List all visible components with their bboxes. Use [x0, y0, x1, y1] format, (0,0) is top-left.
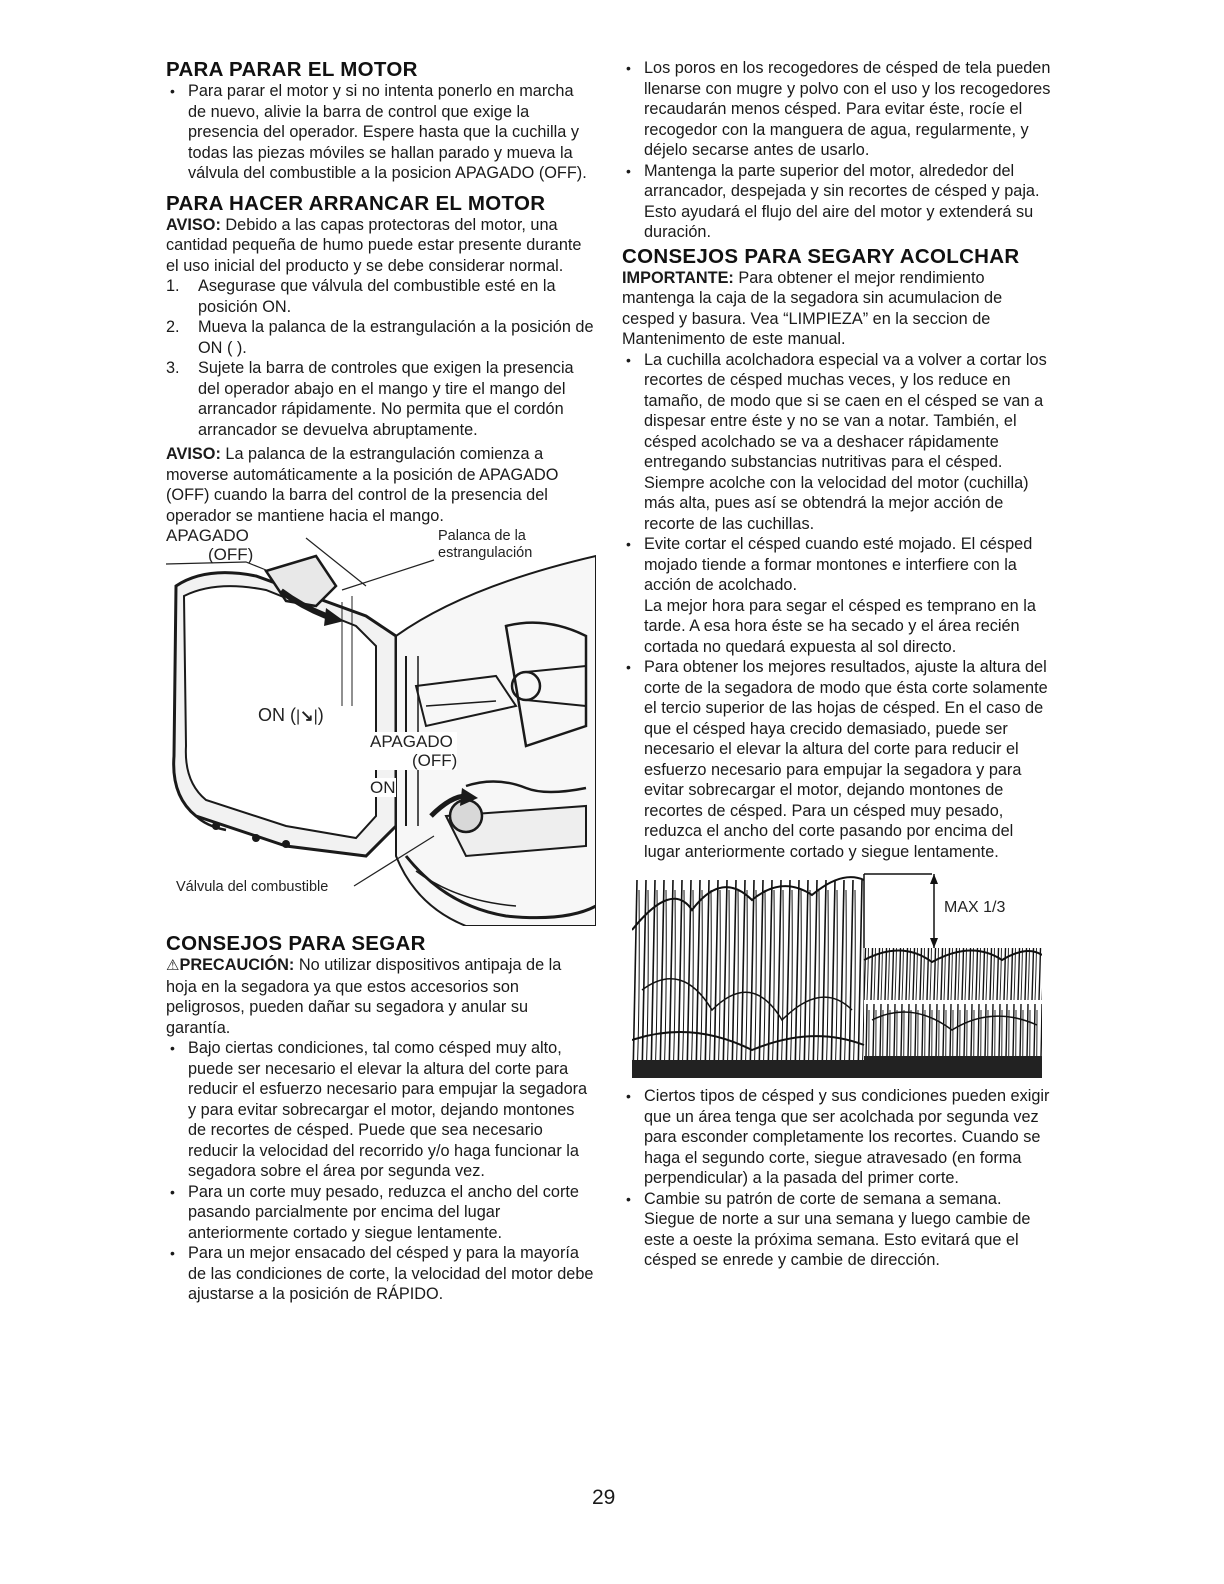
list-item: • Para un mejor ensacado del césped y para la mayoría de las condiciones de corte, la velocidad del motor debe ajustarse a la posición de RÁPIDO. — [166, 1243, 596, 1305]
list-item: • Mantenga la parte superior del motor, alrededor del arrancador, despejada y sin recortes de césped y paja. Esto ayudará el flujo del aire del motor y extenderá su duración. — [622, 161, 1052, 243]
choke-lever-label: Palanca de la estrangulación — [438, 528, 533, 561]
bagger-tips-list — [622, 58, 1052, 243]
aviso-label: AVISO: — [166, 215, 221, 234]
caution-paragraph — [166, 955, 596, 1038]
right-column — [622, 58, 1052, 1271]
list-item: • La cuchilla acolchadora especial va a volver a cortar los recortes de césped muchas veces, y los reduce en tamaño, de modo que si se caen en el césped se van a dispesar entre éste y no se van a notar. También, el césped acolchado se va a deshacer rápidamente entregando substancias nutritivas para el césped. Siempre acolche con la velocidad del motor (cuchilla) más alta, pues así se obtendrá la mejor acción de recorte de las cuchillas. — [622, 350, 1052, 535]
warning-icon: ⚠ — [166, 957, 180, 974]
caution-label: PRECAUCIÓN: — [179, 956, 295, 974]
important-text: Para obtener el mejor rendimiento mantenga la caja de la segadora sin acumulacion de cesped y basura. Vea “LIMPIEZA” en la seccion de Mantenimento de este manual. — [622, 268, 1003, 348]
list-item: • Cambie su patrón de corte de semana a semana. Siegue de norte a sur una semana y luego cambie de este a oeste la próxima semana. Esto evitará que el césped se enrede y cambie de dirección. — [622, 1189, 1052, 1271]
choke-figure — [166, 526, 596, 926]
aviso-text: La palanca de la estrangulación comienza a moverse automáticamente a la posición de APAGADO (OFF) cuando la barra del control de la presencia del operador se mantiene hacia el mango. — [166, 445, 559, 525]
stop-engine-heading: PARA PARAR EL MOTOR — [166, 58, 418, 81]
max-one-third-label: MAX 1/3 — [944, 899, 1006, 916]
list-item — [166, 358, 596, 440]
step-text: Asegurase que válvula del combustible esté en la posición ON. — [198, 277, 556, 316]
list-item: • Bajo ciertas condiciones, tal como césped muy alto, puede ser necesario el elevar la altura del corte para reducir el esfuerzo necesario para empujar la segadora y para evitar sobrecargar el motor, dejando montones de recortes de césped. Puede que sea necesario reducir la velocidad del recorrido y/o haga funcionar la segadora sobre el área por segunda vez. — [166, 1038, 596, 1182]
caution-text: No utilizar dispositivos antipaja de la hoja en la segadora ya que estos accesorios son peligrosos, pueden dañar su segadora y anular su garantía. — [166, 956, 562, 1037]
start-engine-heading: PARA HACER ARRANCAR EL MOTOR — [166, 191, 546, 215]
step-number: 1. — [166, 277, 180, 295]
list-item: • Los poros en los recogedores de césped de tela pueden llenarse con mugre y polvo con el uso y los recogedores recaudarán menos césped. Para evitar éste, rocíe el recogedor con la manguera de agua, regularmente, y déjelo secarse antes de usarlo. — [622, 58, 1052, 161]
on-label-left: ON (|↘|) — [258, 705, 324, 725]
aviso-label: AVISO: — [166, 445, 221, 463]
mowing-tips-heading: CONSEJOS PARA SEGAR — [166, 932, 426, 955]
mowing-tips-list — [166, 1038, 596, 1305]
choke-symbol-icon: |↘| — [296, 708, 318, 725]
page-number: 29 — [592, 1486, 616, 1509]
mulching-tips-list — [622, 350, 1052, 863]
engine-illustration — [166, 526, 596, 926]
off-label-mid: APAGADO (OFF) — [370, 732, 458, 770]
best-time-text: La mejor hora para segar el césped es temprano en la tarde. A esa hora éste se ha secado y el área recién cortada no quedará expuesta al sol directo. — [644, 596, 1036, 656]
aviso-paragraph-1 — [166, 215, 596, 277]
aviso-paragraph-2 — [166, 444, 596, 526]
list-item — [622, 534, 1052, 657]
list-item: • Ciertos tipos de césped y sus condiciones pueden exigir que un área tenga que ser acolchada por segunda vez para esconder completamente los recortes. Cuando se haga el segundo corte, siegue atravesado (en forma perpendicular) a la pasada del primer corte. — [622, 1086, 1052, 1189]
fuel-valve-label: Válvula del combustible — [176, 879, 329, 895]
aviso-text: Debido a las capas protectoras del motor, una cantidad pequeña de humo puede estar presente durante el uso inicial del producto y se debe considerar normal. — [166, 215, 582, 275]
grass-figure — [632, 870, 1042, 1078]
start-steps — [166, 276, 596, 440]
left-column — [166, 58, 596, 1305]
step-number: 2. — [166, 318, 180, 336]
on-label-mid: ON — [370, 778, 396, 797]
mulching-tips-list-bottom — [622, 1086, 1052, 1271]
off-label-top: APAGADO (OFF) — [166, 526, 254, 564]
list-item: • Para obtener los mejores resultados, ajuste la altura del corte de la segadora de modo que ésta corte solamente el tercio superior de las hojas de césped. En el caso de que el césped haya crecido demasiado, puede ser necesario el elevar la altura del corte para reducir el esfuerzo necesario para empujar la segadora y para evitar sobrecargar el motor, dejando montones de recortes de césped. Para un césped muy pesado, reduzca el ancho del corte pasando por encima del lugar anteriormente cortado y siegue lentamente. — [622, 657, 1052, 862]
list-item: • Para parar el motor y si no intenta ponerlo en marcha de nuevo, alivie la barra de control que exige la presencia del operador. Espere hasta que la cuchilla y todas las piezas móviles se hallan parado y mueva la válvula del combustible a la posicion APAGADO (OFF). — [166, 81, 596, 184]
step-number: 3. — [166, 359, 180, 377]
important-label: IMPORTANTE: — [622, 268, 734, 287]
step-text: Mueva la palanca de la estrangulación a la posición de ON ( ). — [198, 318, 594, 357]
list-item — [166, 317, 596, 358]
list-item: • Para un corte muy pesado, reduzca el ancho del corte pasando parcialmente por encima del lugar anteriormente cortado y siegue lentamente. — [166, 1182, 596, 1244]
step-text: Sujete la barra de controles que exigen la presencia del operador abajo en el mango y tire el mango del arrancador rápidamente. No permita que el cordón arrancador se devuelva abruptamente. — [198, 359, 574, 439]
wet-grass-text: Evite cortar el césped cuando esté mojado. El césped mojado tiende a formar montones e interfiere con la acción de acolchado. — [644, 535, 1033, 594]
list-item — [166, 276, 596, 317]
important-paragraph — [622, 268, 1052, 350]
mulching-tips-heading: CONSEJOS PARA SEGARY ACOLCHAR — [622, 244, 1020, 268]
stop-engine-list — [166, 81, 596, 184]
